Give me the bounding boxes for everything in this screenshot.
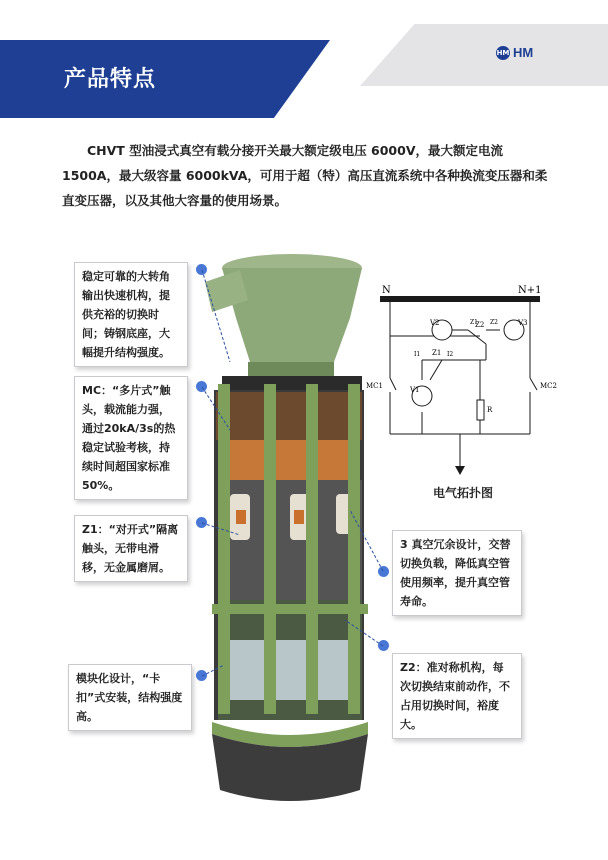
label-z2-top: Z2	[475, 321, 485, 329]
label-z2-2: Z2	[490, 319, 498, 326]
callout-mechanism: 稳定可靠的大转角输出快速机构，提供充裕的切换时间；铸钢底座，大幅提升结构强度。	[74, 262, 188, 367]
label-v1: V1	[410, 386, 420, 394]
label-n-plus-1: N+1	[518, 285, 542, 296]
label-mc1: MC1	[366, 382, 383, 390]
callout-z2: Z2：准对称机构，每次切换结束前动作，不占用切换时间，裕度大。	[392, 653, 522, 739]
label-i2: I2	[447, 351, 454, 358]
label-i1: I1	[414, 351, 421, 358]
label-mc2: MC2	[540, 382, 557, 390]
callout-mc-contact: MC：“多片式”触头，载流能力强，通过20kA/3s的热稳定试验考核，持续时间超国家标准 50%。	[74, 376, 188, 500]
callout-z1-contact: Z1：“对开式”隔离触头，无带电滑移，无金属磨屑。	[74, 515, 188, 582]
label-v3: V3	[518, 319, 528, 327]
label-r: R	[487, 406, 493, 414]
callout-modular: 模块化设计，“卡扣”式安装，结构强度高。	[68, 664, 192, 731]
label-z1: Z1	[432, 349, 442, 357]
logo-text: HM	[513, 45, 534, 60]
intro-paragraph: CHVT 型油浸式真空有载分接开关最大额定级电压 6000V，最大额定电流 1500A，最大级容量 6000kVA，可用于超（特）高压直流系统中各种换流变压器和柔直变压器，以及其他大容量的使用场景。	[62, 143, 548, 208]
callout-vacuum: 3 真空冗余设计，交替切换负载，降低真空管使用频率，提升真空管寿命。	[392, 530, 522, 616]
diagram-caption: 电气拓扑图	[433, 486, 494, 500]
label-v2: V2	[430, 319, 440, 327]
page-title: 产品特点	[64, 67, 157, 92]
label-n: N	[382, 285, 391, 296]
logo-mark-icon: HM	[496, 46, 510, 60]
label-z2-1: Z1	[470, 319, 478, 326]
